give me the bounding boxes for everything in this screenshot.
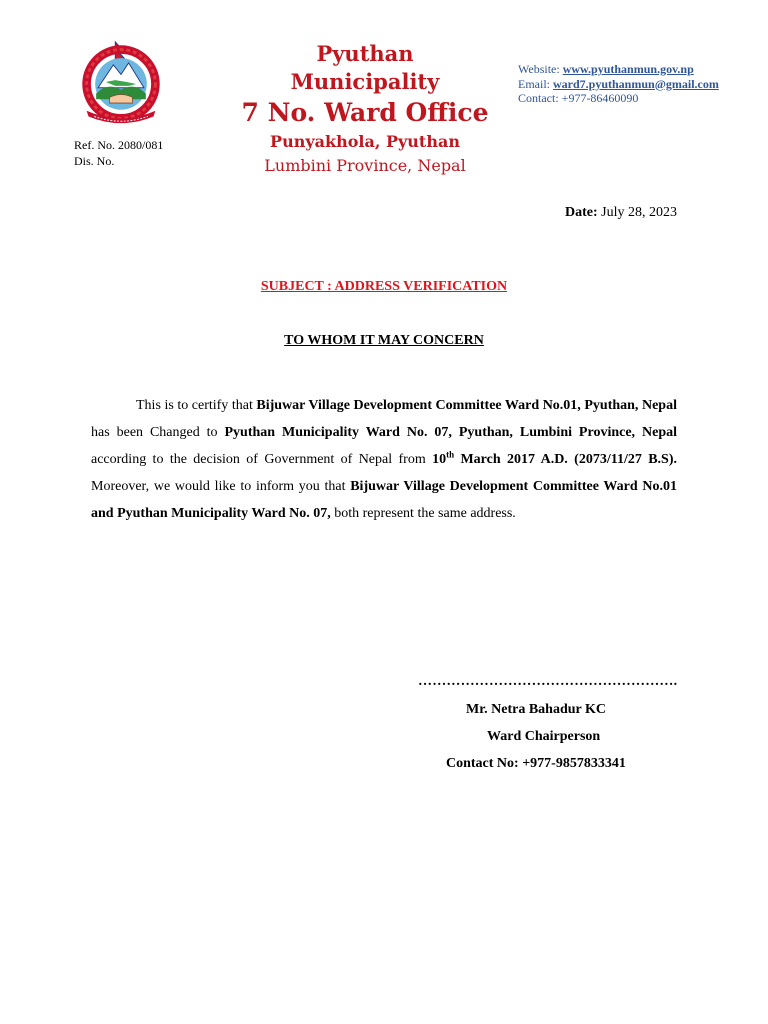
body-text-4: Moreover, we would like to inform you that [91, 479, 351, 494]
email-label: Email: [518, 76, 550, 91]
website-line [518, 62, 719, 77]
email-line [518, 77, 719, 92]
letter-body [91, 392, 677, 527]
contact-info [518, 62, 719, 106]
ref-number: Ref. No. 2080/081 [74, 138, 164, 152]
office-address: Punyakhola, Pyuthan [270, 132, 460, 151]
date-label: Date: [565, 205, 598, 220]
date-value: July 28, 2023 [601, 205, 677, 220]
body-text-1: This is to certify that [136, 398, 257, 413]
nepal-emblem-icon [72, 40, 170, 126]
subject-text: SUBJECT : ADDRESS VERIFICATION [260, 279, 508, 294]
body-text-5: both represent the same address. [330, 506, 516, 521]
body-day-suffix: th [446, 449, 455, 460]
website-label: Website: [518, 62, 560, 76]
body-bold-2: Pyuthan Municipality Ward No. 07, Pyuthan, Lumbini Province, Nepal [224, 425, 677, 440]
body-date-rest: March 2017 A.D. (2073/11/27 B.S). [454, 452, 677, 467]
date-line [565, 205, 677, 221]
subject-heading [0, 279, 768, 295]
signature-line: ………………………………………………. [418, 674, 678, 689]
phone-label: Contact: [518, 91, 559, 105]
body-day: 10 [432, 452, 447, 467]
office-province: Lumbini Province, Nepal [264, 156, 466, 175]
phone-number: +977-86460090 [561, 91, 639, 105]
website-link[interactable]: www.pyuthanmun.gov.np [562, 62, 694, 76]
signatory-role: Ward Chairperson [487, 729, 601, 744]
salutation-text: TO WHOM IT MAY CONCERN [284, 333, 484, 348]
signatory-name: Mr. Netra Bahadur KC [466, 702, 606, 717]
reference-block [74, 137, 163, 169]
body-bold-1: Bijuwar Village Development Committee Ward No.01, Pyuthan, Nepal [256, 398, 677, 413]
ward-office-title: 7 No. Ward Office [241, 98, 489, 127]
email-link[interactable]: ward7.pyuthanmun@gmail.com [553, 76, 719, 91]
dispatch-number: Dis. No. [74, 154, 115, 168]
phone-line [518, 91, 719, 106]
body-bold-4: Bijuwar Village Development Committee Ward No.01 and Pyuthan Municipality Ward No. 07, [91, 479, 677, 521]
signatory-contact: Contact No: +977-9857833341 [446, 756, 626, 771]
body-bold-3 [432, 449, 677, 467]
body-text-3: according to the decision of Government of Nepal from [91, 452, 433, 467]
org-name: Pyuthan Municipality [290, 41, 440, 94]
body-text-2: has been Changed to [91, 425, 225, 440]
letterhead [240, 40, 490, 178]
salutation-heading [0, 333, 768, 349]
